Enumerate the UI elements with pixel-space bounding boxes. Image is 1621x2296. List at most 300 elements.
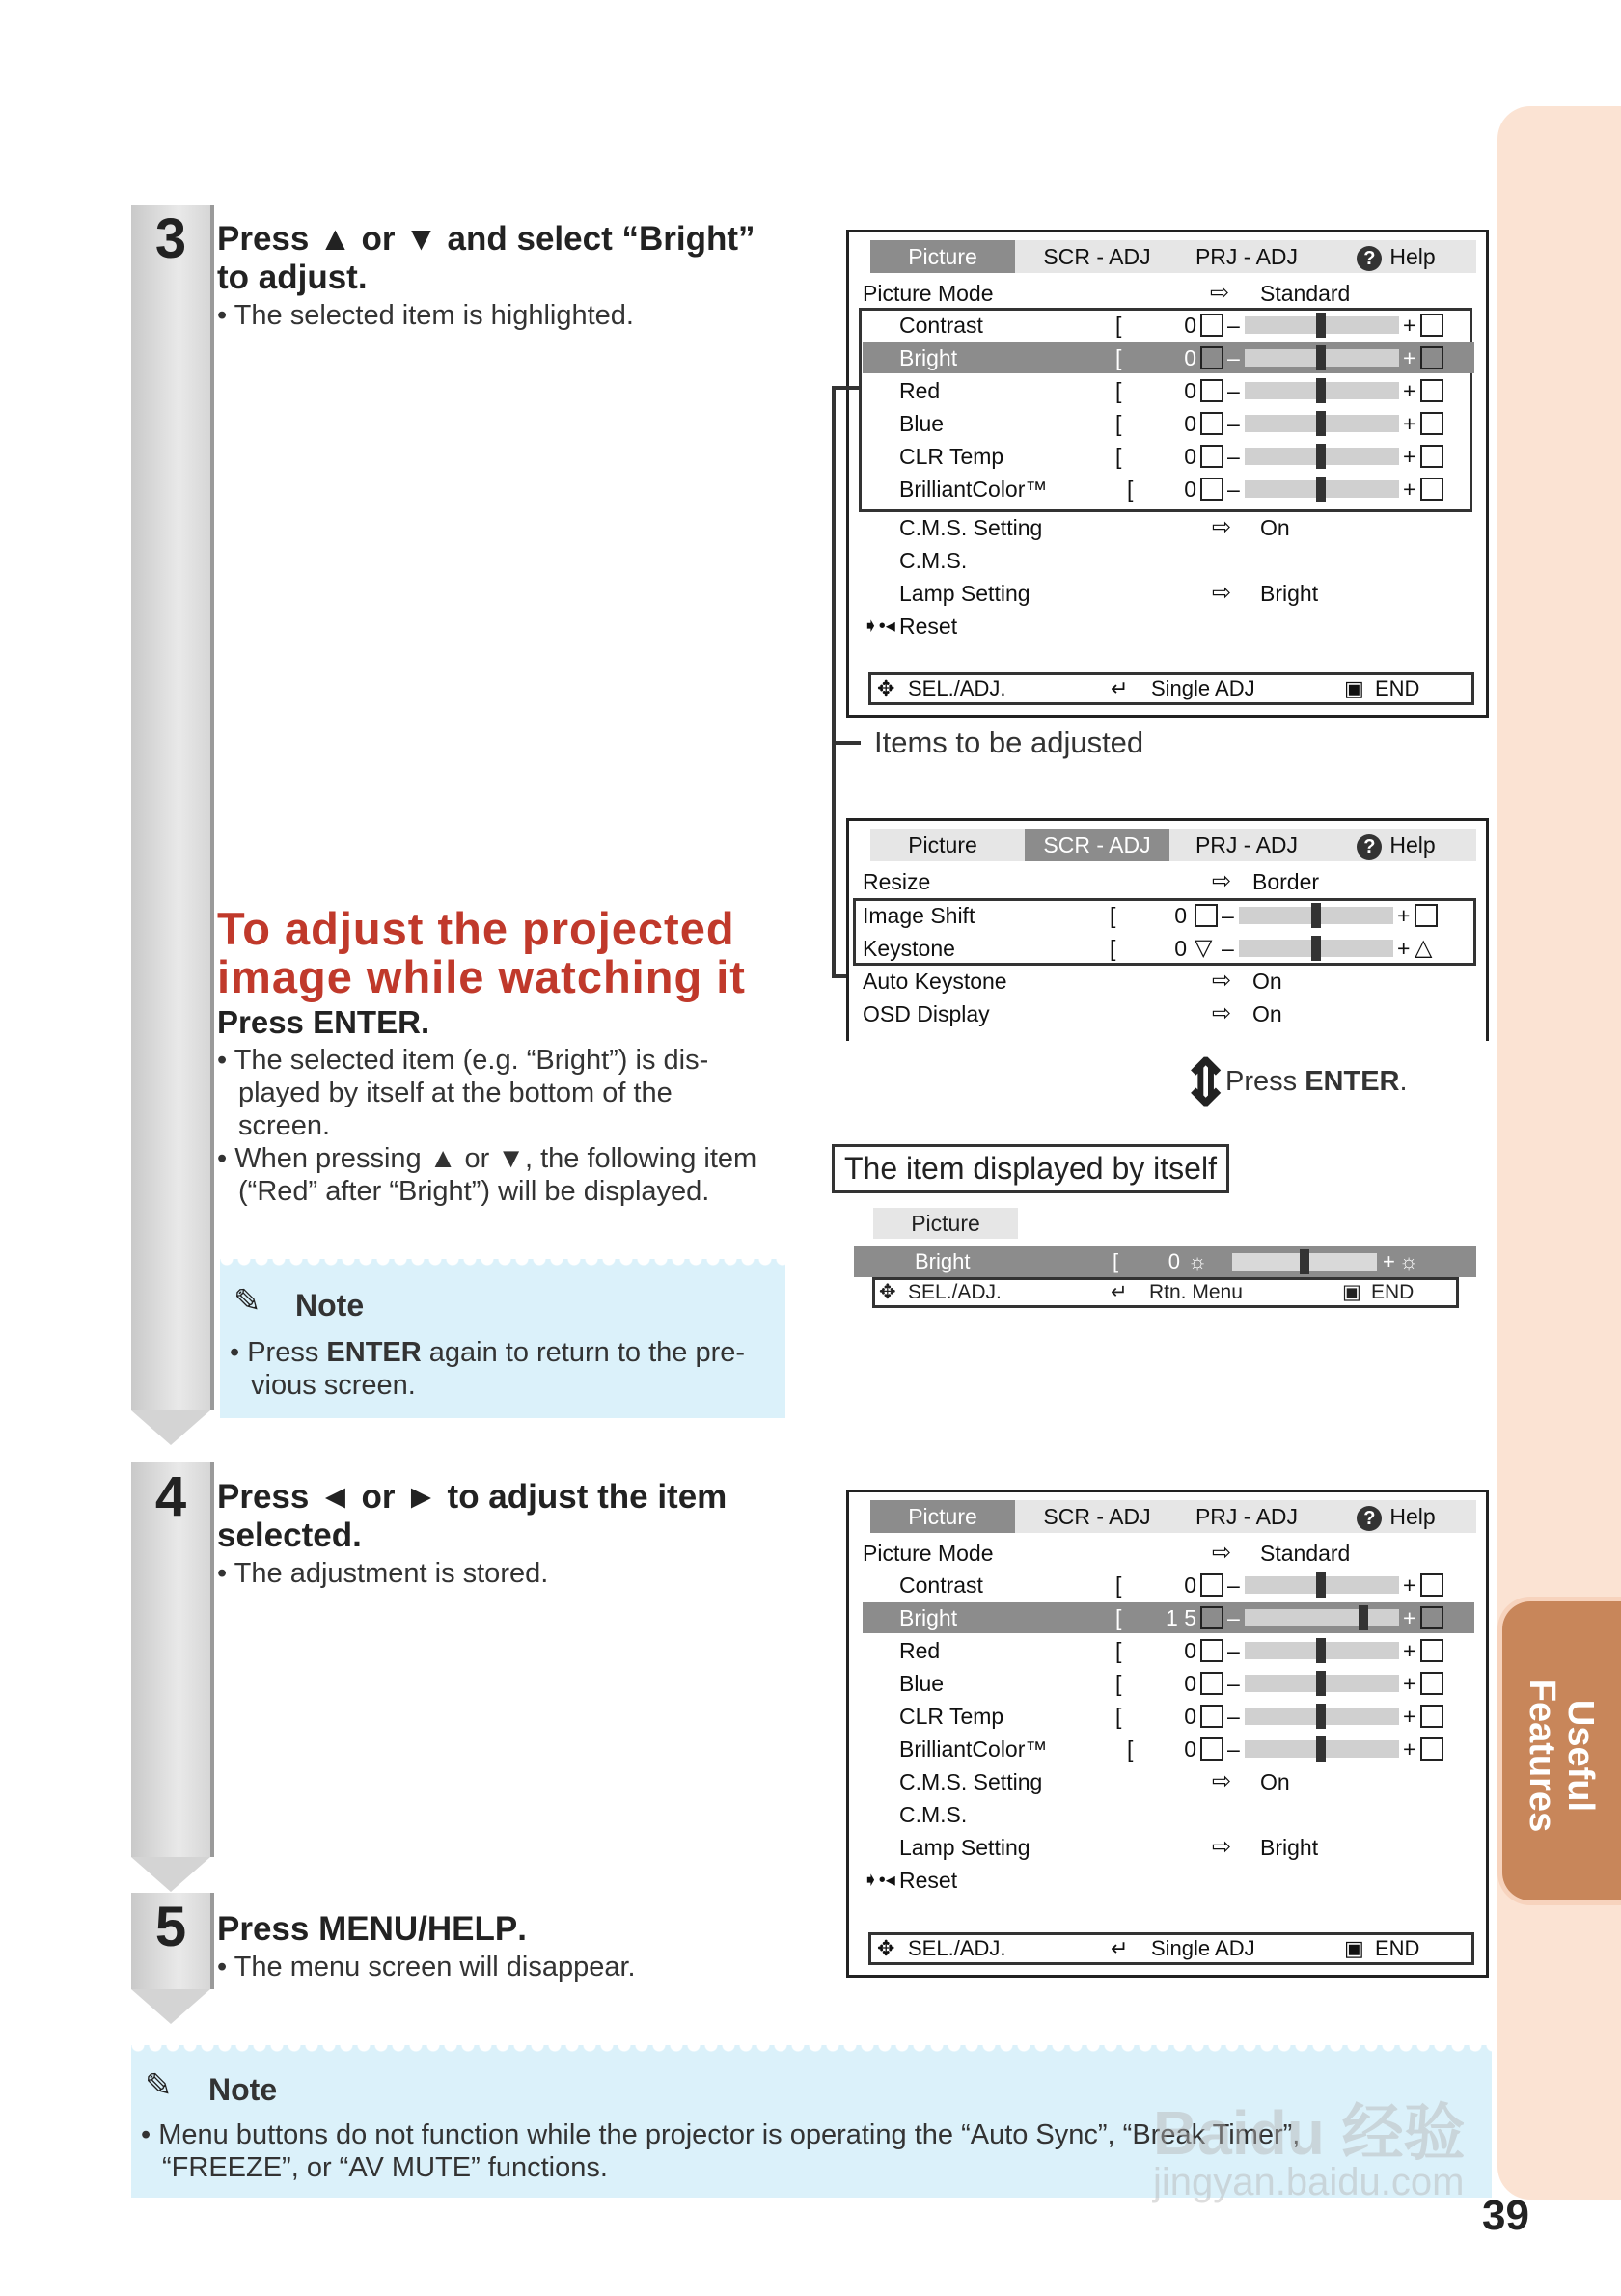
minus-sign: – <box>1227 1605 1240 1630</box>
osd3-footer-sel: SEL./ADJ. <box>908 1281 1002 1303</box>
osd4-row-clr-temp[interactable] <box>863 1701 1474 1732</box>
step5-number: 5 <box>154 1896 187 1958</box>
tab-picture[interactable]: Picture <box>908 833 977 858</box>
row-label: Blue <box>899 411 945 436</box>
bracket-open: [ <box>1115 1671 1122 1696</box>
osd4-tabs <box>870 1500 1476 1533</box>
note-scallop <box>220 1259 785 1269</box>
plus-sign: + <box>1403 1704 1416 1729</box>
row-slider[interactable] <box>1245 316 1399 334</box>
osd1-reset[interactable] <box>863 611 1474 642</box>
plus-sign: + <box>1403 1572 1416 1598</box>
lamp-setting-value: Bright <box>1260 1835 1319 1860</box>
arrow-right-icon: ⇨ <box>1212 514 1232 540</box>
cms-setting-value: On <box>1260 1769 1290 1794</box>
osd4-lamp-setting[interactable] <box>863 1832 1474 1863</box>
arrow-right-icon: ⇨ <box>1212 1768 1232 1794</box>
item-displayed-by-itself-label: The item displayed by itself <box>832 1144 1229 1193</box>
osd3-footer-end: END <box>1371 1281 1415 1303</box>
adjust-icon <box>1200 314 1223 337</box>
osd1-cms-setting[interactable] <box>863 512 1474 543</box>
note1-text-line2: vious screen. <box>251 1370 416 1401</box>
slider-knob[interactable] <box>1316 1736 1326 1762</box>
adjust-icon-plus <box>1420 1639 1443 1662</box>
press-key: ENTER <box>313 1004 421 1040</box>
row-label: BrilliantColor™ <box>899 1736 1048 1762</box>
adjust-icon-plus <box>1420 1672 1443 1695</box>
cms-label: C.M.S. <box>899 548 968 573</box>
section-bullet2-line2: (“Red” after “Bright”) will be displayed. <box>238 1176 710 1207</box>
osd2-keystone[interactable] <box>863 933 1474 964</box>
note2-title: Note <box>208 2072 278 2107</box>
row-label: BrilliantColor™ <box>899 477 1048 502</box>
callout-bracket-line <box>832 386 836 976</box>
sel-adj-icon: ✥ <box>879 1281 896 1303</box>
press-enter-key: ENTER <box>1305 1066 1400 1097</box>
adjust-icon <box>1200 1705 1223 1728</box>
keystone-slider[interactable] <box>1239 940 1393 957</box>
osd1-footer <box>868 672 1474 705</box>
row-slider[interactable] <box>1245 1708 1399 1725</box>
osd1-row-clr-temp[interactable] <box>863 441 1474 472</box>
row-value: 0 <box>1184 477 1196 502</box>
row-value: 0 <box>1184 1704 1196 1729</box>
adjust-icon-plus <box>1420 412 1443 435</box>
bracket-open: [ <box>1115 444 1122 469</box>
adjust-icon-plus <box>1420 379 1443 402</box>
row-label: Red <box>899 378 941 403</box>
tab-scr-adj[interactable]: SCR - ADJ <box>1025 829 1169 861</box>
osd-menu-4 <box>846 1490 1489 1978</box>
minus-sign: – <box>1227 1638 1240 1663</box>
section-bullet1-line2: played by itself at the bottom of the <box>238 1078 673 1108</box>
callout-bracket-top <box>832 386 861 390</box>
osd-menu-1 <box>846 230 1489 718</box>
adjust-icon-plus <box>1420 346 1443 369</box>
image-shift-icon-plus <box>1415 904 1438 927</box>
osd1-tabs <box>870 240 1476 273</box>
slider-knob[interactable] <box>1311 936 1321 961</box>
osd1-picture-mode[interactable] <box>863 278 1474 309</box>
picture-mode-label: Picture Mode <box>863 1541 994 1566</box>
step4-title-line1: Press ◄ or ► to adjust the item <box>217 1478 728 1516</box>
end-icon: ▣ <box>1342 1281 1361 1303</box>
slider-knob[interactable] <box>1316 378 1326 403</box>
minus-sign: – <box>1227 1671 1240 1696</box>
step5-title <box>217 1910 527 1949</box>
enter-icon: ↵ <box>1111 676 1129 700</box>
row-value: 0 <box>1184 378 1196 403</box>
watermark-line1: Baidu 经验 <box>1153 2098 1466 2168</box>
adjust-icon-plus <box>1420 478 1443 501</box>
note1-title: Note <box>295 1288 365 1323</box>
row-label: CLR Temp <box>899 1704 1004 1729</box>
bracket-open: [ <box>1110 936 1116 961</box>
side-tab-label <box>1523 1611 1600 1900</box>
note1-key: ENTER <box>326 1337 422 1368</box>
slider-knob[interactable] <box>1316 411 1326 436</box>
step3-bar <box>131 205 214 1410</box>
step5-title-prefix: Press <box>217 1910 319 1948</box>
plus-sign: + <box>1403 345 1416 370</box>
osd4-row-contrast[interactable] <box>863 1570 1474 1600</box>
bracket-open: [ <box>1115 313 1122 338</box>
press-enter-callout <box>1225 1066 1408 1098</box>
osd3-footer-mid: Rtn. Menu <box>1149 1281 1243 1303</box>
osd-display-value: On <box>1252 1001 1282 1026</box>
adjust-icon <box>1200 1672 1223 1695</box>
section-press-enter <box>217 1003 429 1042</box>
osd-display-label: OSD Display <box>863 1001 990 1026</box>
row-value: 0 <box>1184 444 1196 469</box>
arrow-right-icon: ⇨ <box>1212 1834 1232 1860</box>
adjust-icon <box>1200 1573 1223 1597</box>
picture-mode-label: Picture Mode <box>863 281 994 306</box>
adjust-icon-plus <box>1420 1573 1443 1597</box>
section-bullets <box>217 1044 767 1208</box>
minus-sign: – <box>1222 903 1234 928</box>
step4-title-line2: selected. <box>217 1517 362 1554</box>
osd3-row-label: Bright <box>915 1249 971 1273</box>
osd4-footer <box>868 1932 1474 1965</box>
cms-setting-value: On <box>1260 515 1290 540</box>
bracket-open: [ <box>1115 378 1122 403</box>
image-shift-icon <box>1195 904 1218 927</box>
tab-help[interactable] <box>1319 829 1473 861</box>
step3-title-line1: Press ▲ or ▼ and select “Bright” <box>217 220 756 258</box>
plus-sign: + <box>1403 477 1416 502</box>
pencil-icon: ✎ <box>145 2067 173 2104</box>
adjust-icon <box>1200 346 1223 369</box>
row-label: Bright <box>899 345 958 370</box>
osd3-row-value: 0 <box>1168 1249 1180 1273</box>
note2-text-line2: “FREEZE”, or “AV MUTE” functions. <box>162 2152 608 2183</box>
bracket-open: [ <box>1115 1572 1122 1598</box>
tab-prj-adj[interactable]: PRJ - ADJ <box>1195 1504 1299 1529</box>
bracket-open: [ <box>1115 1605 1122 1630</box>
osd3-slider[interactable] <box>1232 1253 1377 1271</box>
resize-label: Resize <box>863 869 931 894</box>
plus-sign: + <box>1403 1605 1416 1630</box>
row-slider[interactable] <box>1245 1609 1399 1626</box>
osd1-row-brilliantcolor[interactable] <box>863 474 1474 505</box>
up-down-arrow-icon: ⇕ <box>1179 1047 1233 1118</box>
bracket-open: [ <box>1127 1736 1134 1762</box>
slider-knob[interactable] <box>1316 477 1326 502</box>
section-heading-line2: image while watching it <box>217 951 746 1002</box>
row-label: Contrast <box>899 313 983 338</box>
plus-sign: + <box>1403 1736 1416 1762</box>
keystone-icon: ▽ <box>1195 935 1213 961</box>
help-icon: ? <box>1357 834 1382 860</box>
press-enter-suffix: . <box>1399 1066 1408 1097</box>
auto-keystone-value: On <box>1252 969 1282 994</box>
plus-sign: + <box>1403 378 1416 403</box>
section-heading-line1: To adjust the projected <box>217 903 735 954</box>
row-slider[interactable] <box>1245 1675 1399 1692</box>
minus-sign: – <box>1227 444 1240 469</box>
slider-knob[interactable] <box>1300 1249 1309 1274</box>
row-value: 0 <box>1184 345 1196 370</box>
row-slider[interactable] <box>1245 382 1399 399</box>
minus-sign: – <box>1227 477 1240 502</box>
osd2-osd-display[interactable] <box>863 998 1474 1029</box>
step3-bullet: • The selected item is highlighted. <box>217 300 634 331</box>
adjust-icon <box>1200 412 1223 435</box>
section-bullet2-line1: • When pressing ▲ or ▼, the following item <box>217 1143 757 1174</box>
picture-mode-value: Standard <box>1260 1541 1351 1566</box>
osd4-row-bright[interactable] <box>863 1602 1474 1633</box>
plus-sign: + <box>1403 411 1416 436</box>
osd2-resize[interactable] <box>863 866 1474 897</box>
arrow-right-icon: ⇨ <box>1212 868 1232 894</box>
bracket-open: [ <box>1127 477 1134 502</box>
reset-icon: ➧•◂ <box>863 615 895 637</box>
row-value: 0 <box>1184 313 1196 338</box>
adjust-icon <box>1200 1639 1223 1662</box>
row-value: 0 <box>1184 1572 1196 1598</box>
minus-sign: – <box>1222 936 1234 961</box>
minus-sign: – <box>1227 378 1240 403</box>
row-value: 0 <box>1184 1671 1196 1696</box>
plus-sign: + <box>1403 1671 1416 1696</box>
picture-mode-value: Standard <box>1260 281 1351 306</box>
slider-knob[interactable] <box>1316 1572 1326 1598</box>
callout-bracket-mid <box>832 741 861 745</box>
row-slider[interactable] <box>1245 1740 1399 1758</box>
press-prefix: Press <box>217 1004 314 1040</box>
tab-picture[interactable]: Picture <box>870 240 1015 273</box>
adjust-icon-plus <box>1420 1737 1443 1761</box>
keystone-label: Keystone <box>863 936 955 961</box>
osd2-auto-keystone[interactable] <box>863 966 1474 997</box>
row-value: 0 <box>1184 1638 1196 1663</box>
osd-menu-2 <box>846 818 1489 1041</box>
minus-sign: – <box>1227 345 1240 370</box>
slider-knob[interactable] <box>1316 1704 1326 1729</box>
osd4-row-brilliantcolor[interactable] <box>863 1734 1474 1764</box>
row-label: Contrast <box>899 1572 983 1598</box>
keystone-icon-plus: △ <box>1415 935 1433 961</box>
step5-title-suffix: . <box>517 1910 527 1948</box>
press-enter-prefix: Press <box>1225 1066 1305 1097</box>
osd1-row-contrast[interactable] <box>863 310 1474 341</box>
step4-bullet: • The adjustment is stored. <box>217 1558 549 1589</box>
osd1-row-blue[interactable] <box>863 408 1474 439</box>
row-value: 0 <box>1184 1736 1196 1762</box>
page-number: 39 <box>1482 2192 1529 2239</box>
arrow-right-icon: ⇨ <box>1212 580 1232 606</box>
minus-sign: – <box>1227 313 1240 338</box>
section-bullet1-line1: • The selected item (e.g. “Bright”) is dis- <box>217 1045 709 1076</box>
note-scallop-2 <box>131 2045 1492 2055</box>
bracket-open: [ <box>1113 1249 1119 1273</box>
bracket-open: [ <box>1115 411 1122 436</box>
row-slider[interactable] <box>1245 448 1399 465</box>
lamp-setting-label: Lamp Setting <box>899 1835 1030 1860</box>
help-icon: ? <box>1357 246 1382 271</box>
image-shift-value: 0 <box>1174 903 1187 928</box>
cms-label: C.M.S. <box>899 1802 968 1827</box>
resize-value: Border <box>1252 869 1320 894</box>
help-icon: ? <box>1357 1506 1382 1531</box>
adjust-icon-plus <box>1420 445 1443 468</box>
note1-text <box>230 1336 780 1402</box>
side-tab-label-line2: Features <box>1522 1679 1562 1833</box>
osd2-tabs <box>870 829 1476 861</box>
slider-knob[interactable] <box>1316 345 1326 370</box>
cms-setting-label: C.M.S. Setting <box>899 515 1043 540</box>
osd4-row-blue[interactable] <box>863 1668 1474 1699</box>
footer-end: END <box>1375 676 1420 700</box>
footer-end: END <box>1375 1936 1420 1960</box>
osd1-cms[interactable] <box>863 545 1474 576</box>
step5-bullet: • The menu screen will disappear. <box>217 1952 636 1982</box>
osd2-image-shift[interactable] <box>863 900 1474 931</box>
step3-number: 3 <box>154 207 187 270</box>
sun-icon: ☼ <box>1399 1249 1419 1273</box>
slider-knob[interactable] <box>1316 444 1326 469</box>
pencil-icon: ✎ <box>234 1283 261 1320</box>
end-icon: ▣ <box>1344 676 1364 700</box>
osd3-footer <box>872 1277 1459 1308</box>
bracket-open: [ <box>1110 903 1116 928</box>
osd4-cms-setting[interactable] <box>863 1766 1474 1797</box>
press-suffix: . <box>420 1004 430 1040</box>
plus-sign: + <box>1383 1249 1395 1273</box>
footer-mid: Single ADJ <box>1151 1936 1255 1960</box>
footer-sel: SEL./ADJ. <box>908 676 1006 700</box>
arrow-right-icon: ⇨ <box>1212 968 1232 994</box>
adjust-icon <box>1200 478 1223 501</box>
osd4-cms[interactable] <box>863 1799 1474 1830</box>
arrow-right-icon: ⇨ <box>1210 280 1230 306</box>
slider-knob[interactable] <box>1311 903 1321 928</box>
image-shift-label: Image Shift <box>863 903 975 928</box>
slider-knob[interactable] <box>1316 313 1326 338</box>
bracket-open: [ <box>1115 1638 1122 1663</box>
plus-sign: + <box>1403 444 1416 469</box>
cms-setting-label: C.M.S. Setting <box>899 1769 1043 1794</box>
adjust-icon <box>1200 379 1223 402</box>
plus-sign: + <box>1403 313 1416 338</box>
tab-help[interactable] <box>1319 240 1473 273</box>
section-heading <box>217 905 796 1001</box>
lamp-setting-value: Bright <box>1260 581 1319 606</box>
row-slider[interactable] <box>1245 1642 1399 1659</box>
footer-sel: SEL./ADJ. <box>908 1936 1006 1960</box>
adjust-icon-plus <box>1420 1606 1443 1629</box>
adjust-icon-plus <box>1420 1705 1443 1728</box>
note-box-1 <box>220 1259 785 1418</box>
osd4-reset[interactable] <box>863 1865 1474 1896</box>
tab-prj-adj[interactable]: PRJ - ADJ <box>1195 244 1299 269</box>
lamp-setting-label: Lamp Setting <box>899 581 1030 606</box>
keystone-value: 0 <box>1174 936 1187 961</box>
minus-sign: – <box>1227 1704 1240 1729</box>
plus-sign: + <box>1403 1638 1416 1663</box>
sel-adj-icon: ✥ <box>877 1936 895 1960</box>
step3-title-line2: to adjust. <box>217 259 368 296</box>
bracket-open: [ <box>1115 1704 1122 1729</box>
row-slider[interactable] <box>1245 415 1399 432</box>
osd3-row-bright[interactable] <box>854 1246 1476 1277</box>
image-shift-slider[interactable] <box>1239 907 1393 924</box>
slider-knob[interactable] <box>1316 1671 1326 1696</box>
tab-help-label: Help <box>1389 833 1436 858</box>
step5-title-key: MENU/HELP <box>318 1910 518 1948</box>
minus-sign: – <box>1227 1572 1240 1598</box>
section-bullet1-line3: screen. <box>238 1110 331 1141</box>
tab-scr-adj[interactable]: SCR - ADJ <box>1043 244 1151 269</box>
reset-icon: ➧•◂ <box>863 1870 895 1891</box>
reset-label: Reset <box>899 614 958 639</box>
row-label: CLR Temp <box>899 444 1004 469</box>
osd1-lamp-setting[interactable] <box>863 578 1474 609</box>
footer-mid: Single ADJ <box>1151 676 1255 700</box>
note1-text-a: • Press <box>230 1337 327 1368</box>
row-label: Red <box>899 1638 941 1663</box>
tab-help-label: Help <box>1389 1504 1436 1529</box>
row-value: 0 <box>1184 411 1196 436</box>
row-slider[interactable] <box>1245 349 1399 367</box>
osd1-row-red[interactable] <box>863 375 1474 406</box>
tab-scr-adj[interactable]: SCR - ADJ <box>1043 1504 1151 1529</box>
row-slider[interactable] <box>1245 1576 1399 1594</box>
step4-title <box>217 1478 727 1555</box>
row-label: Blue <box>899 1671 945 1696</box>
osd4-picture-mode[interactable] <box>863 1538 1474 1569</box>
end-icon: ▣ <box>1344 1936 1364 1960</box>
side-tab-label-line1: Useful <box>1560 1699 1601 1813</box>
plus-sign: + <box>1397 903 1411 928</box>
bracket-open: [ <box>1115 345 1122 370</box>
enter-icon: ↵ <box>1111 1281 1128 1303</box>
tab-help[interactable] <box>1319 1500 1473 1533</box>
adjust-icon <box>1200 1606 1223 1629</box>
row-slider[interactable] <box>1245 480 1399 498</box>
minus-sign: – <box>1227 411 1240 436</box>
osd4-row-red[interactable] <box>863 1635 1474 1666</box>
row-label: Bright <box>899 1605 958 1630</box>
adjust-icon <box>1200 445 1223 468</box>
reset-label: Reset <box>899 1868 958 1893</box>
auto-keystone-label: Auto Keystone <box>863 969 1007 994</box>
row-value: 1 5 <box>1166 1605 1196 1630</box>
tab-help-label: Help <box>1389 244 1436 269</box>
step3-title <box>217 220 756 297</box>
arrow-right-icon: ⇨ <box>1212 1540 1232 1566</box>
enter-icon: ↵ <box>1111 1936 1129 1960</box>
osd1-row-bright[interactable] <box>863 342 1474 373</box>
watermark-line2: jingyan.baidu.com <box>1153 2161 1465 2203</box>
adjust-icon-plus <box>1420 314 1443 337</box>
slider-knob[interactable] <box>1316 1638 1326 1663</box>
note1-text-b: again to return to the pre- <box>421 1337 746 1368</box>
minus-sign: – <box>1227 1736 1240 1762</box>
adjust-icon <box>1200 1737 1223 1761</box>
sel-adj-icon: ✥ <box>877 676 895 700</box>
slider-knob[interactable] <box>1359 1605 1368 1630</box>
tab-picture[interactable]: Picture <box>870 1500 1015 1533</box>
osd3-tab-picture[interactable]: Picture <box>873 1208 1018 1239</box>
callout-items-to-adjust: Items to be adjusted <box>874 725 1144 759</box>
step4-number: 4 <box>154 1465 187 1528</box>
tab-prj-adj[interactable]: PRJ - ADJ <box>1195 833 1299 858</box>
note2-text-line1: • Menu buttons do not function while the projector is operating the “Auto Sync”, “Break Timer”, <box>141 2119 1301 2150</box>
sun-icon: ☼ <box>1188 1249 1208 1273</box>
plus-sign: + <box>1397 936 1411 961</box>
